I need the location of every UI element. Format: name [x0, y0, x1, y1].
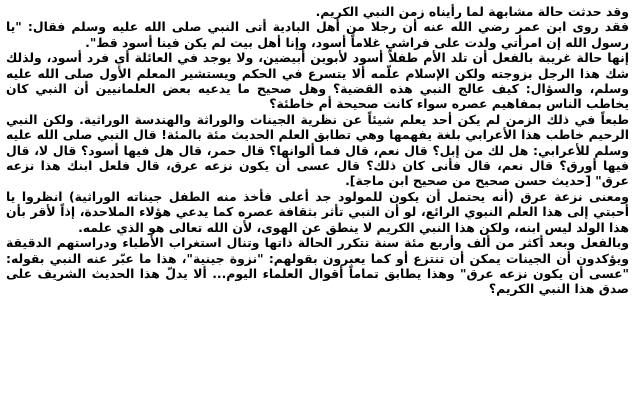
paragraph-conclusion: وبالفعل وبعد أكثر من ألف وأربع مئة سنة تتكرر الحالة ذاتها وتنال استغراب الأطباء ودراستهم الدقيقة ويؤكدون أن الجينات يمكن أن تنتزع أو كما يعبرون بقولهم: "نزوة جينية"، هذا ما عبّر عنه النبي بقوله: "عسى أن يكون نزعه عرق" وهذا يطابق تماماً أقوال العلماء اليوم... ألا يدلّ هذا الحديث الشريف على صدق هذا النبي الكريم؟	[6, 235, 629, 297]
paragraph-hadith-narration: فقد روى ابن عمر رضي الله عنه أن رجلا من أهل البادية أتى النبي صلى الله عليه وسلم فقال: "يا رسول الله إن امرأتي ولدت على فراشي غلاماً أسود، وإنا أهل بيت لم يكن فينا أسود قط".	[6, 19, 629, 50]
paragraph-meaning: ومعنى نزعة عرق (أنه يحتمل أن يكون للمولود جد أعلى فأخذ منه الطفل جيناته الوراثية) انظروا يا أحبتي إلى هذا العلم النبوي الرائع، لو أن النبي تأثر بثقافة عصره كما يدعي هؤلاء الملاحدة، إذاً لأقر بأن هذا الولد ليس ابنه، ولكن هذا النبي الكريم لا ينطق عن الهوى، لأن الله تعالى هو الذي علمه.	[6, 188, 629, 235]
paragraph-intro: وقد حدثت حالة مشابهة لما رأيناه زمن النبي الكريم.	[315, 4, 629, 19]
paragraph-prophet-dialogue: طبعاً في ذلك الزمن لم يكن أحد يعلم شيئاً عن نظرية الجينات والوراثة والهندسة الوراثية. ولكن النبي الرحيم خاطب هذا الأعرابي بلغة يفهمها وهي تطابق العلم الحديث مئة بالمئة! قال النبي صلى الله عليه وسلم للأعرابي: هل لك من إبل؟ قال نعم، قال فما ألوانها؟ قال حمر، قال هل فيها أسود؟ قال لا، قال فيها أورق؟ قال نعم، قال فأنى كان ذلك؟ قال عسى أن يكون نزعه عرق، قال فلعل ابنك هذا نزعه عرق" [حديث حسن صحيح من صحيح ابن ماجة].	[6, 111, 629, 189]
paragraph-question: إنها حالة غريبة بالفعل أن تلد الأم طفلاً أسود لأبوين أبيضين، ولا يوجد في العائلة أي فرد أسود، ولذلك شك هذا الرجل بزوجته ولكن الإسلام علّمه ألا يتسرع في الحكم ويستشير المعلم الأول صلى الله عليه وسلم، والسؤال: كيف عالج النبي هذه القضية؟ وهل صحيح ما يدعيه بعض العلمانيين أن النبي كان يخاطب الناس بمفاهيم عصره سواء كانت صحيحة أم خاطئة؟	[6, 50, 629, 112]
